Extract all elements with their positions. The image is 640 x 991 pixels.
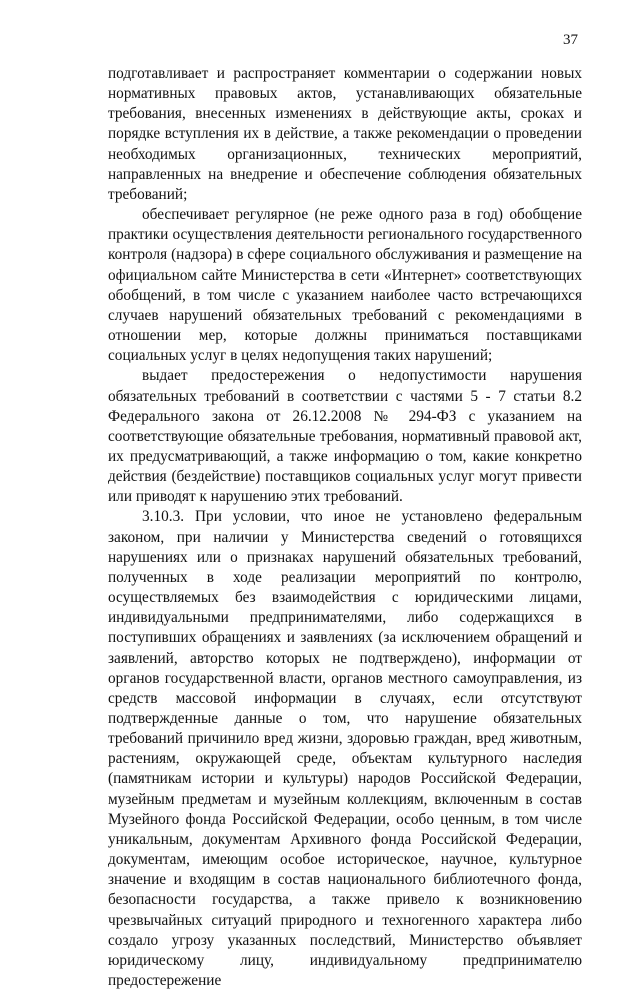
page-number: 37 — [563, 32, 578, 48]
paragraph-warnings-issuance: выдает предостережения о недопустимости нарушения обязательных требований в соответствии с частями 5 - 7 статьи 8.2 Федерального закона от 26.12.2008 № 294-ФЗ с указанием на соответствующие обязательные требования, нормативный правовой акт, их предусматривающий, а также информацию о том, какие конкретно действия (бездействие) поставщиков социальных услуг могут привести или приводят к нарушению этих требований. — [108, 367, 582, 506]
paragraph-commentary-continuation: подготавливает и распространяет комментарии о содержании новых нормативных правовых актов, устанавливающих обязательные требования, внесенных изменениях в действующие акты, сроках и порядке вступления их в действие, а также рекомендации о проведении необходимых организационных, технических мероприятий, направленных на внедрение и обеспечение соблюдения обязательных требований; — [108, 65, 582, 203]
document-body — [108, 64, 582, 991]
paragraph-practice-generalization: обеспечивает регулярное (не реже одного раза в год) обобщение практики осуществления деятельности регионального государственного контроля (надзора) в сфере социального обслуживания и размещение на официальном сайте Министерства в сети «Интернет» соответствующих обобщений, в том числе с указанием наиболее часто встречающихся случаев нарушений обязательных требований с рекомендациями в отношении мер, которые должны приниматься поставщиками социальных услуг в целях недопущения таких нарушений; — [108, 206, 582, 365]
paragraph-3-10-3: 3.10.3. При условии, что иное не установлено федеральным законом, при наличии у Министерства сведений о готовящихся нарушениях или о признаках нарушений обязательных требований, полученных в ходе реализации мероприятий по контролю, осуществляемых без взаимодействия с юридическими лицами, индивидуальными предпринимателями, либо содержащихся в поступивших обращениях и заявлениях (за исключением обращений и заявлений, авторство которых не подтверждено), информации от органов государственной власти, органов местного самоуправления, из средств массовой информации в случаях, если отсутствуют подтвержденные данные о том, что нарушение обязательных требований причинило вред жизни, здоровью граждан, вред животным, растениям, окружающей среде, объектам культурного наследия (памятникам истории и культуры) народов Российской Федерации, музейным предметам и музейным коллекциям, включенным в состав Музейного фонда Российской Федерации, особо ценным, в том числе уникальным, документам Архивного фонда Российской Федерации, документам, имеющим особое историческое, научное, культурное значение и входящим в состав национального библиотечного фонда, безопасности государства, а также привело к возникновению чрезвычайных ситуаций природного и техногенного характера либо создало угрозу указанных последствий, Министерство объявляет юридическому лицу, индивидуальному предпринимателю предостережение — [108, 508, 582, 990]
